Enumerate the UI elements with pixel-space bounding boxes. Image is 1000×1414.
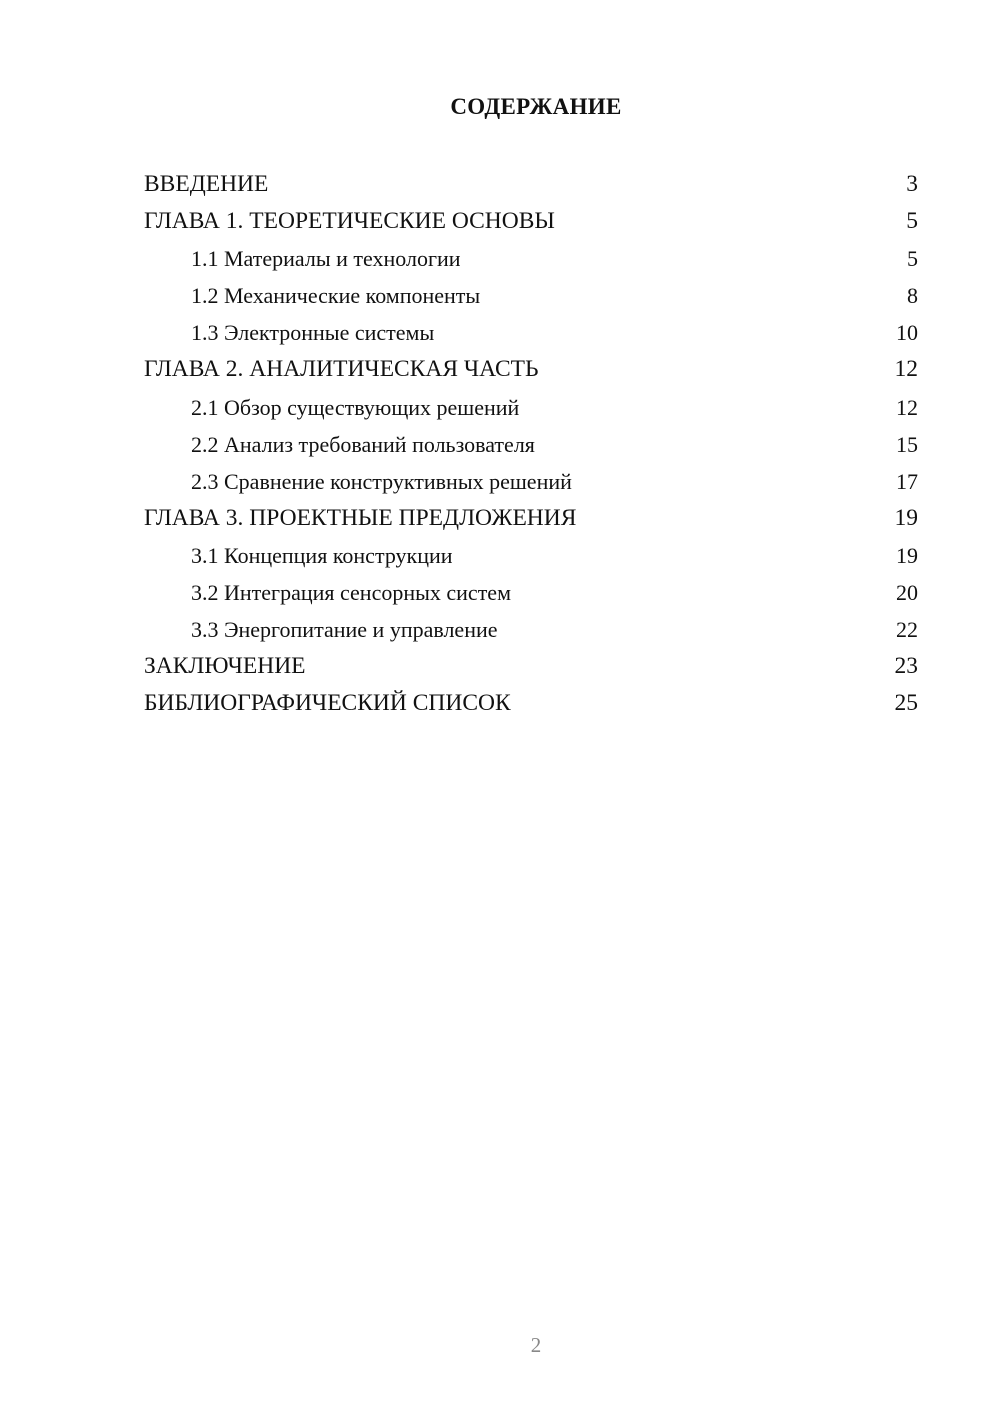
toc-entry-page: 17	[896, 468, 918, 494]
toc-entry-section-2-3	[144, 463, 918, 500]
toc-entry-page: 5	[906, 208, 918, 235]
toc-entry-title: ГЛАВА 2. АНАЛИТИЧЕСКАЯ ЧАСТЬ	[144, 356, 539, 383]
toc-entry-title: 2.3 Сравнение конструктивных решений	[191, 468, 572, 494]
toc-entry-section-1-2	[144, 277, 918, 314]
toc-entry-page: 12	[894, 356, 918, 383]
toc-entry-page: 12	[896, 394, 918, 420]
toc-entry-title: 2.2 Анализ требований пользователя	[191, 431, 535, 457]
toc-entry-title: 1.2 Механические компоненты	[191, 283, 481, 309]
page-title: СОДЕРЖАНИЕ	[450, 94, 622, 119]
toc-entry-page: 8	[907, 283, 918, 309]
toc-entry-title: ЗАКЛЮЧЕНИЕ	[144, 653, 306, 680]
toc-entry-page: 19	[894, 504, 918, 531]
toc-entry-page: 15	[896, 431, 918, 457]
table-of-contents	[144, 166, 918, 722]
toc-entry-title: 1.3 Электронные системы	[191, 320, 435, 346]
toc-entry-chapter-3	[144, 500, 918, 537]
toc-entry-chapter-2	[144, 351, 918, 388]
toc-entry-page: 19	[896, 542, 918, 568]
page-number: 2	[530, 1333, 542, 1357]
toc-entry-title: 2.1 Обзор существующих решений	[191, 394, 520, 420]
toc-entry-conclusion	[144, 648, 918, 685]
toc-entry-section-2-2	[144, 426, 918, 463]
toc-entry-title: 3.1 Концепция конструкции	[191, 542, 453, 568]
toc-entry-section-1-3	[144, 314, 918, 351]
toc-entry-title: ГЛАВА 3. ПРОЕКТНЫЕ ПРЕДЛОЖЕНИЯ	[144, 504, 577, 531]
toc-entry-title: ГЛАВА 1. ТЕОРЕТИЧЕСКИЕ ОСНОВЫ	[144, 208, 555, 235]
toc-entry-section-3-3	[144, 611, 918, 648]
toc-entry-page: 25	[894, 690, 918, 717]
toc-entry-page: 5	[907, 246, 918, 272]
toc-entry-title: БИБЛИОГРАФИЧЕСКИЙ СПИСОК	[144, 690, 511, 717]
toc-entry-introduction	[144, 166, 918, 203]
toc-entry-title: 1.1 Материалы и технологии	[191, 246, 461, 272]
toc-entry-section-1-1	[144, 240, 918, 277]
toc-entry-section-3-1	[144, 537, 918, 574]
toc-entry-page: 3	[906, 171, 918, 197]
toc-entry-page: 10	[896, 320, 918, 346]
toc-entry-bibliography	[144, 685, 918, 722]
toc-entry-page: 22	[896, 617, 918, 643]
toc-entry-page: 20	[896, 580, 918, 606]
toc-entry-section-2-1	[144, 389, 918, 426]
toc-entry-chapter-1	[144, 203, 918, 240]
toc-entry-title: 3.3 Энергопитание и управление	[191, 617, 498, 643]
toc-entry-page: 23	[894, 653, 918, 680]
toc-entry-section-3-2	[144, 574, 918, 611]
toc-entry-title: ВВЕДЕНИЕ	[144, 171, 269, 197]
toc-entry-title: 3.2 Интеграция сенсорных систем	[191, 580, 511, 606]
